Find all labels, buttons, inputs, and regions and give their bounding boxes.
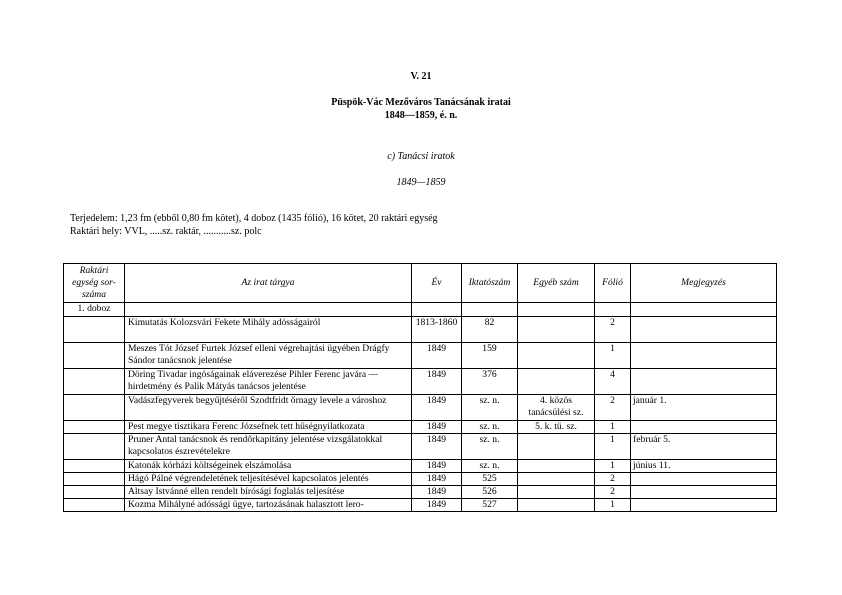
cell-folio <box>595 303 631 317</box>
cell-unit <box>64 460 125 473</box>
cell-folio: 1 <box>595 421 631 434</box>
table-row <box>64 395 777 421</box>
cell-unit <box>64 395 125 421</box>
cell-note <box>631 499 777 512</box>
cell-folio: 1 <box>595 343 631 369</box>
cell-note <box>631 369 777 395</box>
header-year: Év <box>412 264 462 303</box>
cell-other: 4. közös tanácsülési sz. <box>518 395 595 421</box>
cell-reg: 376 <box>462 369 518 395</box>
cell-year: 1813-1860 <box>412 317 462 343</box>
cell-subject <box>125 303 412 317</box>
cell-unit <box>64 473 125 486</box>
cell-unit <box>64 421 125 434</box>
cell-folio: 2 <box>595 473 631 486</box>
extent-line: Terjedelem: 1,23 fm (ebből 0,80 fm kötet), 4 doboz (1435 fólió), 16 kötet, 20 raktári egység <box>70 213 438 224</box>
section-title: c) Tanácsi iratok <box>387 151 455 162</box>
cell-note: június 11. <box>631 460 777 473</box>
inventory-table <box>63 263 777 512</box>
cell-subject: Vadászfegyverek begyűjtéséről Szodtfridt őrnagy levele a városhoz <box>125 395 412 421</box>
cell-folio: 1 <box>595 434 631 460</box>
cell-other <box>518 499 595 512</box>
cell-reg <box>462 303 518 317</box>
cell-reg: sz. n. <box>462 434 518 460</box>
cell-note <box>631 343 777 369</box>
cell-other <box>518 486 595 499</box>
cell-unit <box>64 343 125 369</box>
cell-reg: 82 <box>462 317 518 343</box>
cell-other: 5. k. tü. sz. <box>518 421 595 434</box>
cell-other <box>518 317 595 343</box>
cell-note <box>631 317 777 343</box>
cell-other <box>518 460 595 473</box>
section-years: 1849—1859 <box>396 177 446 188</box>
cell-note: január 1. <box>631 395 777 421</box>
cell-reg: sz. n. <box>462 421 518 434</box>
cell-note <box>631 473 777 486</box>
cell-unit <box>64 317 125 343</box>
cell-subject: Altsay Istvánné ellen rendelt bírósági foglalás teljesítése <box>125 486 412 499</box>
cell-other <box>518 303 595 317</box>
cell-folio: 2 <box>595 395 631 421</box>
cell-year: 1849 <box>412 369 462 395</box>
cell-note: február 5. <box>631 434 777 460</box>
cell-reg: 526 <box>462 486 518 499</box>
cell-reg: 525 <box>462 473 518 486</box>
location-line: Raktári hely: VVL, .....sz. raktár, ...........sz. polc <box>70 226 262 237</box>
cell-subject: Döring Tivadar ingóságainak eláverezése Pihler Ferenc javára — hirdetmény és Palik Mátyás tanácsos jelentése <box>125 369 412 395</box>
table-row <box>64 486 777 499</box>
cell-folio: 1 <box>595 460 631 473</box>
cell-subject: Kimutatás Kolozsvári Fekete Mihály adósságairól <box>125 317 412 343</box>
cell-subject: Meszes Tót József Furtek József elleni végrehajtási ügyében Drágfy Sándor tanácsnok jelentése <box>125 343 412 369</box>
cell-year: 1849 <box>412 486 462 499</box>
cell-unit <box>64 499 125 512</box>
cell-subject: Pest megye tisztikara Ferenc Józsefnek tett hűségnyilatkozata <box>125 421 412 434</box>
cell-unit <box>64 434 125 460</box>
table-row <box>64 499 777 512</box>
cell-reg: 527 <box>462 499 518 512</box>
cell-other <box>518 343 595 369</box>
table-row <box>64 317 777 343</box>
header-note: Megjegyzés <box>631 264 777 303</box>
cell-year: 1849 <box>412 473 462 486</box>
cell-reg: 159 <box>462 343 518 369</box>
table-row <box>64 369 777 395</box>
table-row <box>64 460 777 473</box>
cell-folio: 1 <box>595 499 631 512</box>
cell-subject: Katonák kórházi költségeinek elszámolása <box>125 460 412 473</box>
table-header-row <box>64 264 777 303</box>
cell-folio: 4 <box>595 369 631 395</box>
cell-subject: Hágó Pálné végrendeletének teljesítésével kapcsolatos jelentés <box>125 473 412 486</box>
document-title: Püspök-Vác Mezőváros Tanácsának iratai <box>331 97 511 108</box>
cell-other <box>518 434 595 460</box>
cell-unit <box>64 369 125 395</box>
header-other: Egyéb szám <box>518 264 595 303</box>
cell-note <box>631 303 777 317</box>
document-dates: 1848—1859, é. n. <box>384 110 458 121</box>
table-row <box>64 421 777 434</box>
cell-year: 1849 <box>412 499 462 512</box>
cell-reg: sz. n. <box>462 460 518 473</box>
cell-year <box>412 303 462 317</box>
cell-year: 1849 <box>412 395 462 421</box>
cell-year: 1849 <box>412 421 462 434</box>
cell-reg: sz. n. <box>462 395 518 421</box>
cell-unit <box>64 486 125 499</box>
cell-subject: Kozma Mihályné adóssági ügye, tartozásának halasztott lero- <box>125 499 412 512</box>
header-subject: Az irat tárgya <box>125 264 412 303</box>
table-row <box>64 473 777 486</box>
table-body <box>64 303 777 512</box>
header-folio: Fólió <box>595 264 631 303</box>
header-reg: Iktatószám <box>462 264 518 303</box>
document-code: V. 21 <box>410 71 432 82</box>
cell-folio: 2 <box>595 486 631 499</box>
header-unit: Raktári egység sor-száma <box>64 264 125 303</box>
cell-note <box>631 486 777 499</box>
table-row <box>64 434 777 460</box>
cell-year: 1849 <box>412 460 462 473</box>
cell-year: 1849 <box>412 434 462 460</box>
cell-folio: 2 <box>595 317 631 343</box>
cell-unit: 1. doboz <box>64 303 125 317</box>
cell-other <box>518 369 595 395</box>
cell-note <box>631 421 777 434</box>
table-row <box>64 343 777 369</box>
table-row <box>64 303 777 317</box>
cell-other <box>518 473 595 486</box>
cell-year: 1849 <box>412 343 462 369</box>
cell-subject: Pruner Antal tanácsnok és rendőrkapitány jelentése vizsgálatokkal kapcsolatos észrevételekre <box>125 434 412 460</box>
